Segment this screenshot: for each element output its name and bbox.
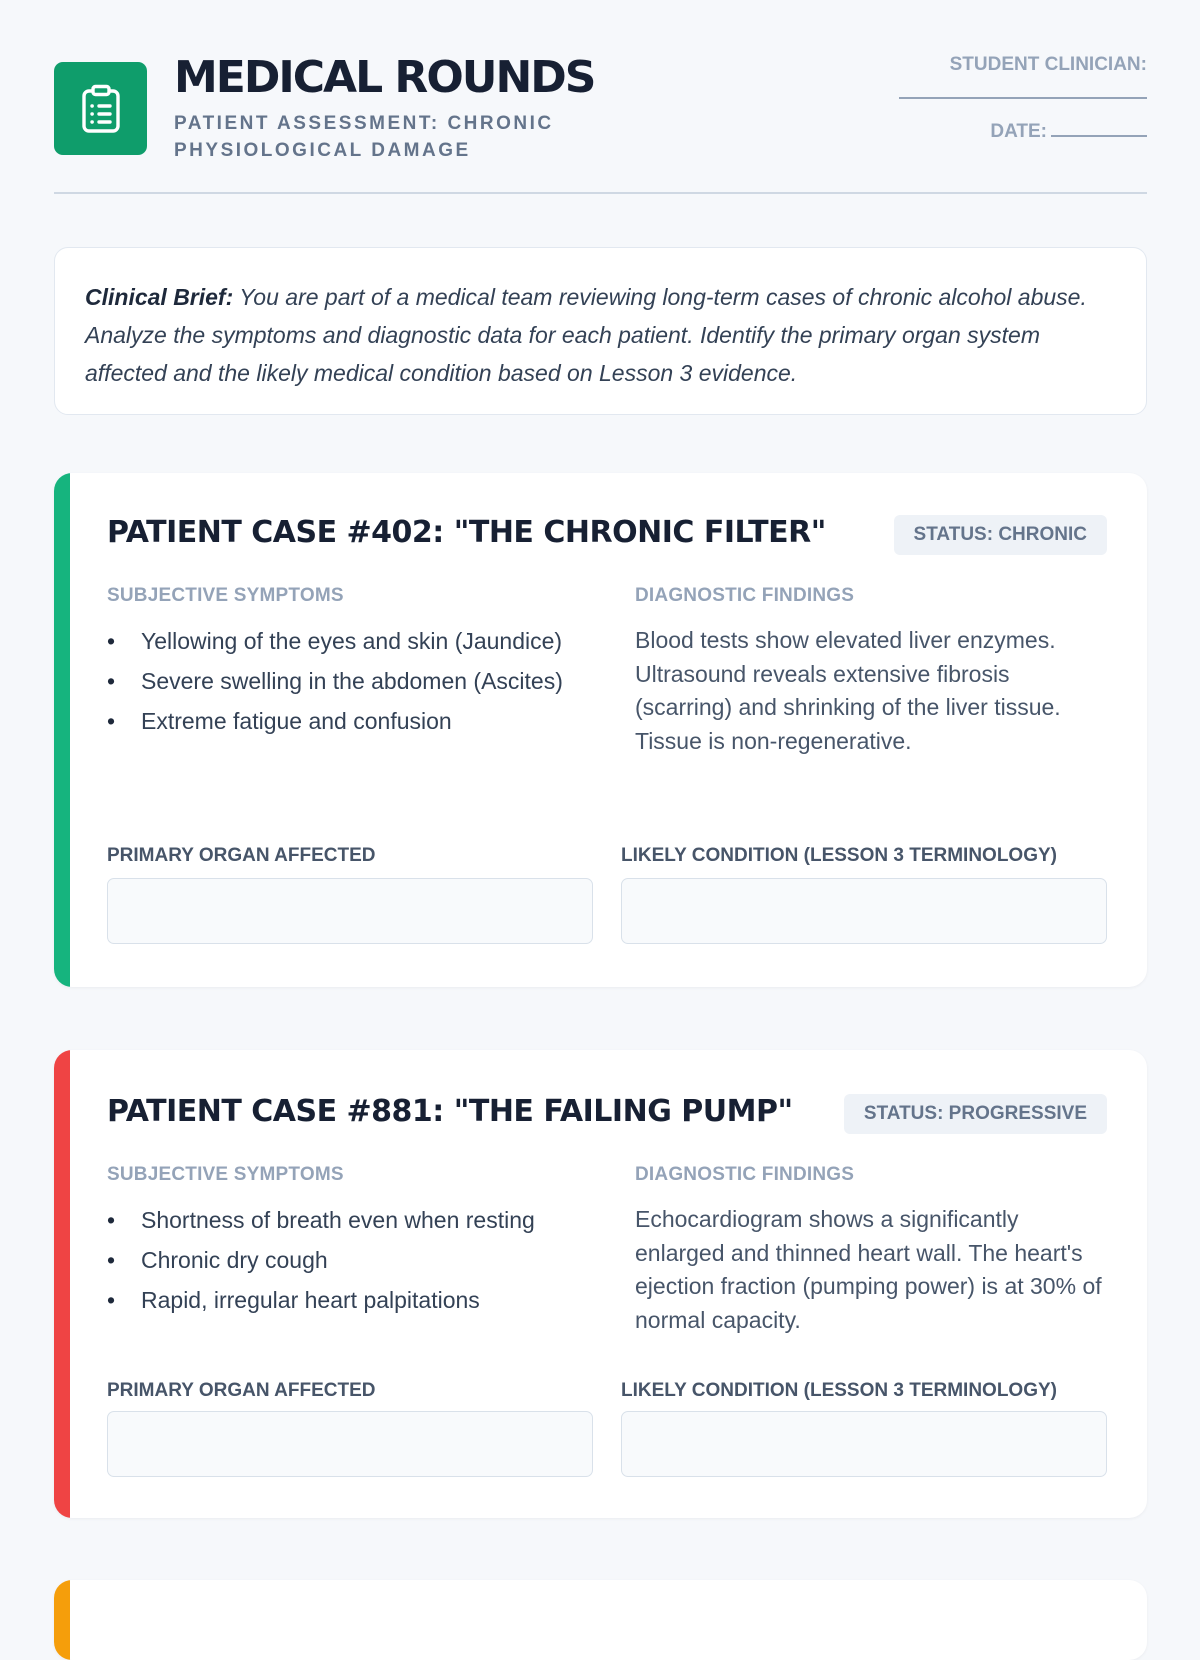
case-title: PATIENT CASE #881: "THE FAILING PUMP" (107, 1094, 793, 1129)
organ-label: PRIMARY ORGAN AFFECTED (107, 845, 376, 866)
condition-label: LIKELY CONDITION (LESSON 3 TERMINOLOGY) (621, 1380, 1057, 1401)
organ-answer-input[interactable] (107, 1411, 593, 1477)
case-accent-stripe (54, 1580, 70, 1660)
page-subtitle: PATIENT ASSESSMENT: CHRONIC PHYSIOLOGICAL DAMAGE (174, 113, 554, 161)
symptom-item: • Extreme fatigue and confusion (107, 705, 582, 738)
condition-label: LIKELY CONDITION (LESSON 3 TERMINOLOGY) (621, 845, 1057, 866)
brief-label: Clinical Brief: (85, 284, 234, 310)
organ-answer-input[interactable] (107, 878, 593, 944)
symptom-item: • Rapid, irregular heart palpitations (107, 1284, 582, 1317)
organ-label: PRIMARY ORGAN AFFECTED (107, 1380, 376, 1401)
symptoms-heading: SUBJECTIVE SYMPTOMS (107, 1164, 344, 1185)
symptom-item: • Chronic dry cough (107, 1244, 582, 1277)
symptom-item: • Severe swelling in the abdomen (Ascites) (107, 665, 582, 698)
brief-text: You are part of a medical team reviewing long-term cases of chronic alcohol abuse. Analyze the symptoms and diagnostic data for each patient. Identify the primary organ system affected and the likely medical condition based on Lesson 3 evidence. (85, 284, 1087, 386)
findings-heading: DIAGNOSTIC FINDINGS (635, 585, 855, 606)
case-accent-stripe (54, 473, 70, 987)
patient-case-card (54, 1580, 1147, 1660)
page-header (54, 0, 1147, 194)
symptoms-list (107, 1204, 582, 1324)
date-label: DATE: (990, 121, 1047, 142)
clinician-label: STUDENT CLINICIAN: (949, 54, 1147, 75)
patient-case-card (54, 1050, 1147, 1518)
case-title: PATIENT CASE #402: "THE CHRONIC FILTER" (107, 515, 826, 550)
worksheet-page (54, 0, 1147, 1401)
case-accent-stripe (54, 1050, 70, 1518)
status-badge: STATUS: CHRONIC (894, 515, 1107, 555)
symptom-item: • Shortness of breath even when resting (107, 1204, 582, 1237)
clinical-brief (54, 247, 1147, 415)
clipboard-list-icon (79, 84, 123, 134)
condition-answer-input[interactable] (621, 1411, 1107, 1477)
symptoms-heading: SUBJECTIVE SYMPTOMS (107, 585, 344, 606)
student-meta (899, 54, 1147, 143)
diagnostic-findings: Blood tests show elevated liver enzymes. Ultrasound reveals extensive fibrosis (scarring) and shrinking of the liver tissue. Tissue is non-regenerative. (635, 627, 1061, 754)
status-badge: STATUS: PROGRESSIVE (844, 1094, 1107, 1134)
patient-case-card (54, 473, 1147, 987)
page-title: MEDICAL ROUNDS (174, 52, 595, 103)
logo (54, 62, 147, 155)
symptoms-list (107, 625, 582, 745)
findings-heading: DIAGNOSTIC FINDINGS (635, 1164, 855, 1185)
condition-answer-input[interactable] (621, 878, 1107, 944)
diagnostic-findings: Echocardiogram shows a significantly enlarged and thinned heart wall. The heart's ejection fraction (pumping power) is at 30% of normal capacity. (635, 1206, 1102, 1333)
date-row (899, 119, 1147, 143)
date-line[interactable] (1051, 119, 1147, 137)
symptom-item: • Yellowing of the eyes and skin (Jaundice) (107, 625, 582, 658)
clinician-name-line[interactable] (899, 86, 1147, 99)
